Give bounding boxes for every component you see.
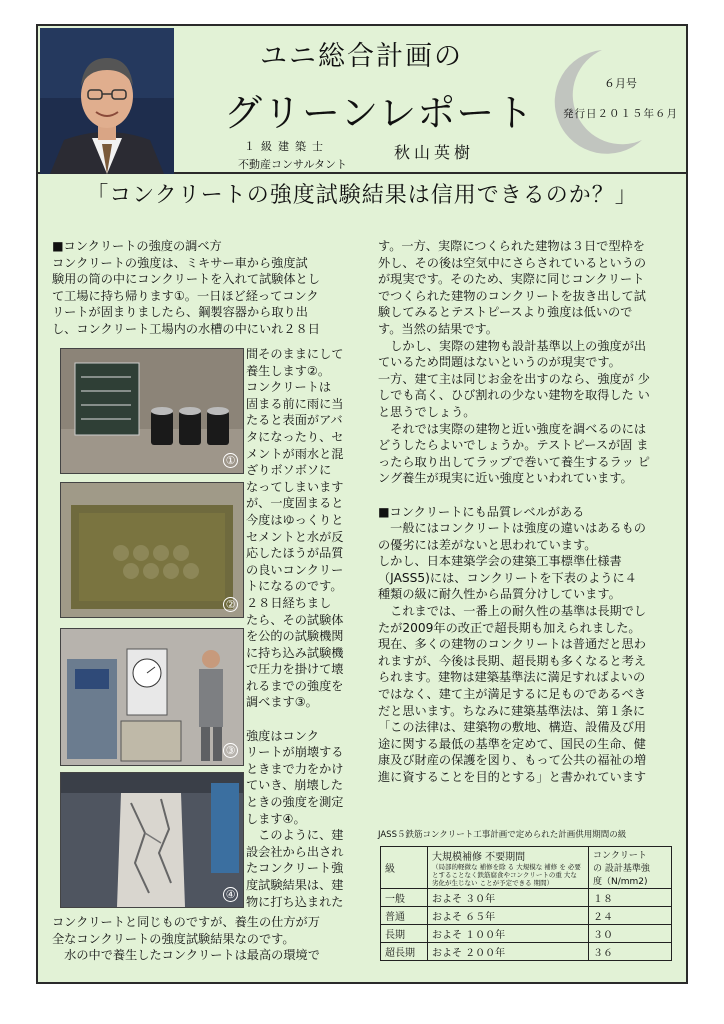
photo-curing-tank [60, 482, 244, 618]
period-cell: およそ ２００年 [428, 943, 589, 961]
period-cell: およそ ６５年 [428, 907, 589, 925]
table-row [381, 943, 672, 961]
brand-line1: ユニ総合計画の [260, 41, 463, 72]
left-column-narrow-text: 間そのままにして 養生します②。 コンクリートは 固まる前に雨に当 たると表面がアバ タになったり、セ メントが雨水と混 ざりボソボソに なってしまいます が、一度固まると 今度はゆっくりと セメントと水が反 応したほうが品質 の良いコンクリー トになるのです。 ２８日経ちまし たら、その試験体 を公的の試験機関 に持ち込み試験機 で圧力を掛けて壊 れるまでの強度を 調べます③。 強度はコンク リートが崩壊する ときまで力をかけ ていき、崩壊した ときの強度を測定 します④。 このように、建 設会社から出され たコンクリート強 度試験結果は、建 物に打ち込まれた [246, 347, 344, 909]
photo-crushed-specimen [60, 772, 244, 908]
table-header-row [381, 847, 672, 889]
grade-cell: 超長期 [381, 943, 428, 961]
author-photo [40, 28, 174, 174]
publish-date: 発行日２０１５年６月 [563, 108, 678, 120]
header-period-title: 大規模補修 不要期間 [432, 852, 526, 863]
photo-number: ② [223, 597, 238, 612]
strength-cell: ３０ [589, 925, 672, 943]
header-period [428, 847, 589, 889]
grade-cell: 長期 [381, 925, 428, 943]
service-life-table [380, 846, 672, 961]
grade-cell: 一般 [381, 889, 428, 907]
table-row [381, 889, 672, 907]
header-period-note: （局部的軽微な 補修を除 る 大規模な 補修 を 必要とすることなく鉄筋腐食やコンクリートの重 大な 劣化が生じない ことが予定できる 期間） [432, 863, 581, 887]
photo-number: ① [223, 453, 238, 468]
strength-cell: ３６ [589, 943, 672, 961]
table-row [381, 907, 672, 925]
header-strength: コンクリート の 設計基準強 度（N/mm2) [589, 847, 672, 889]
grade-cell: 普通 [381, 907, 428, 925]
left-column-intro: ■コンクリートの強度の調べ方 コンクリートの強度は、ミキサー車から強度試 験用の筒の中にコンクリートを入れて試験体とし て工場に持ち帰ります①。一日ほど経ってコンク リートが固まりましたら、鋼製容器から取り出 し、コンクリート工場内の水槽の中にいれ２８日 [52, 239, 320, 336]
right-column-text: す。一方、実際につくられた建物は３日で型枠を 外し、その後は空気中にさらされているというの が現実です。そのため、実際に同じコンクリート でつくられた建物のコンクリートを抜き出して試 験してみるとテストピースより強度は低いので す。当然の結果です。 しかし、実際の建物も設計基準以上の強度が出 ているため問題はないというのが現実です。 一方、建て主は同じお金を出すのなら、強度が 少 しでも高く、ひび割れの少ない建物を取得した い と思うでしょう。 それでは実際の建物と近い強度を調べるのには どうしたらよいでしょうか。テストピースが固 ま ったら取り出してラップで巻いて養生するラッ ピ ング養生が現実に近い強度といわれています。 ■コンクリートにも品質レベルがある 一般にはコンクリートは強度の違いはあるもの の優劣には差がないと思われています。 しかし、日本建築学会の建築工事標準仕様書 （JASS5)には、コンクリートを下表のように４ 種類の級に耐久性から品質分けしています。 これまでは、一番上の耐久性の基準は長期でし たが2009年の改正で超長期も加えられました。 現在、多くの建物のコンクリートは普通だと思わ れますが、今後は長期、超長期も多くなると考え られます。建物は建築基準法に満足すればよいの ではなく、建て主が満足するに足ものであるべき だと思います。ちなみに建築基準法は、第１条に 「この法律は、建築物の敷地、構造、設備及び用 途に関する最低の基準を定めて、国民の生命、健 康及び財産の保護を図り、もって公共の福祉の増 進に資することを目的とする」と書かれています [378, 239, 650, 784]
author-job-title: 不動産コンサルタント [238, 158, 348, 171]
photo-compression-machine [60, 628, 244, 766]
newsletter-page [36, 24, 688, 984]
newsletter-title: グリーンレポート [224, 91, 535, 135]
header [38, 26, 686, 174]
crescent-moon-icon [532, 44, 648, 160]
left-column-tail: コンクリートと同じものですが、養生の仕方が万 全なコンクリートの強度試験結果なのです。 水の中で養生したコンクリートは最高の環境で [52, 915, 320, 963]
strength-cell: ２４ [589, 907, 672, 925]
header-grade: 級 [381, 847, 428, 889]
issue-number: ６月号 [604, 77, 637, 90]
article-headline: 「コンクリートの強度試験結果は信用できるのか？」 [86, 183, 638, 208]
table-row [381, 925, 672, 943]
period-cell: およそ １００年 [428, 925, 589, 943]
author-qualification: １級建築士 [244, 140, 329, 153]
table-caption: JASS５鉄筋コンクリート工事計画で定められた計画供用期間の級 [378, 830, 627, 840]
period-cell: およそ ３０年 [428, 889, 589, 907]
author-name: 秋山英樹 [394, 143, 475, 162]
strength-cell: １８ [589, 889, 672, 907]
photo-number: ④ [223, 887, 238, 902]
photo-test-specimens [60, 348, 244, 474]
photo-number: ③ [223, 743, 238, 758]
